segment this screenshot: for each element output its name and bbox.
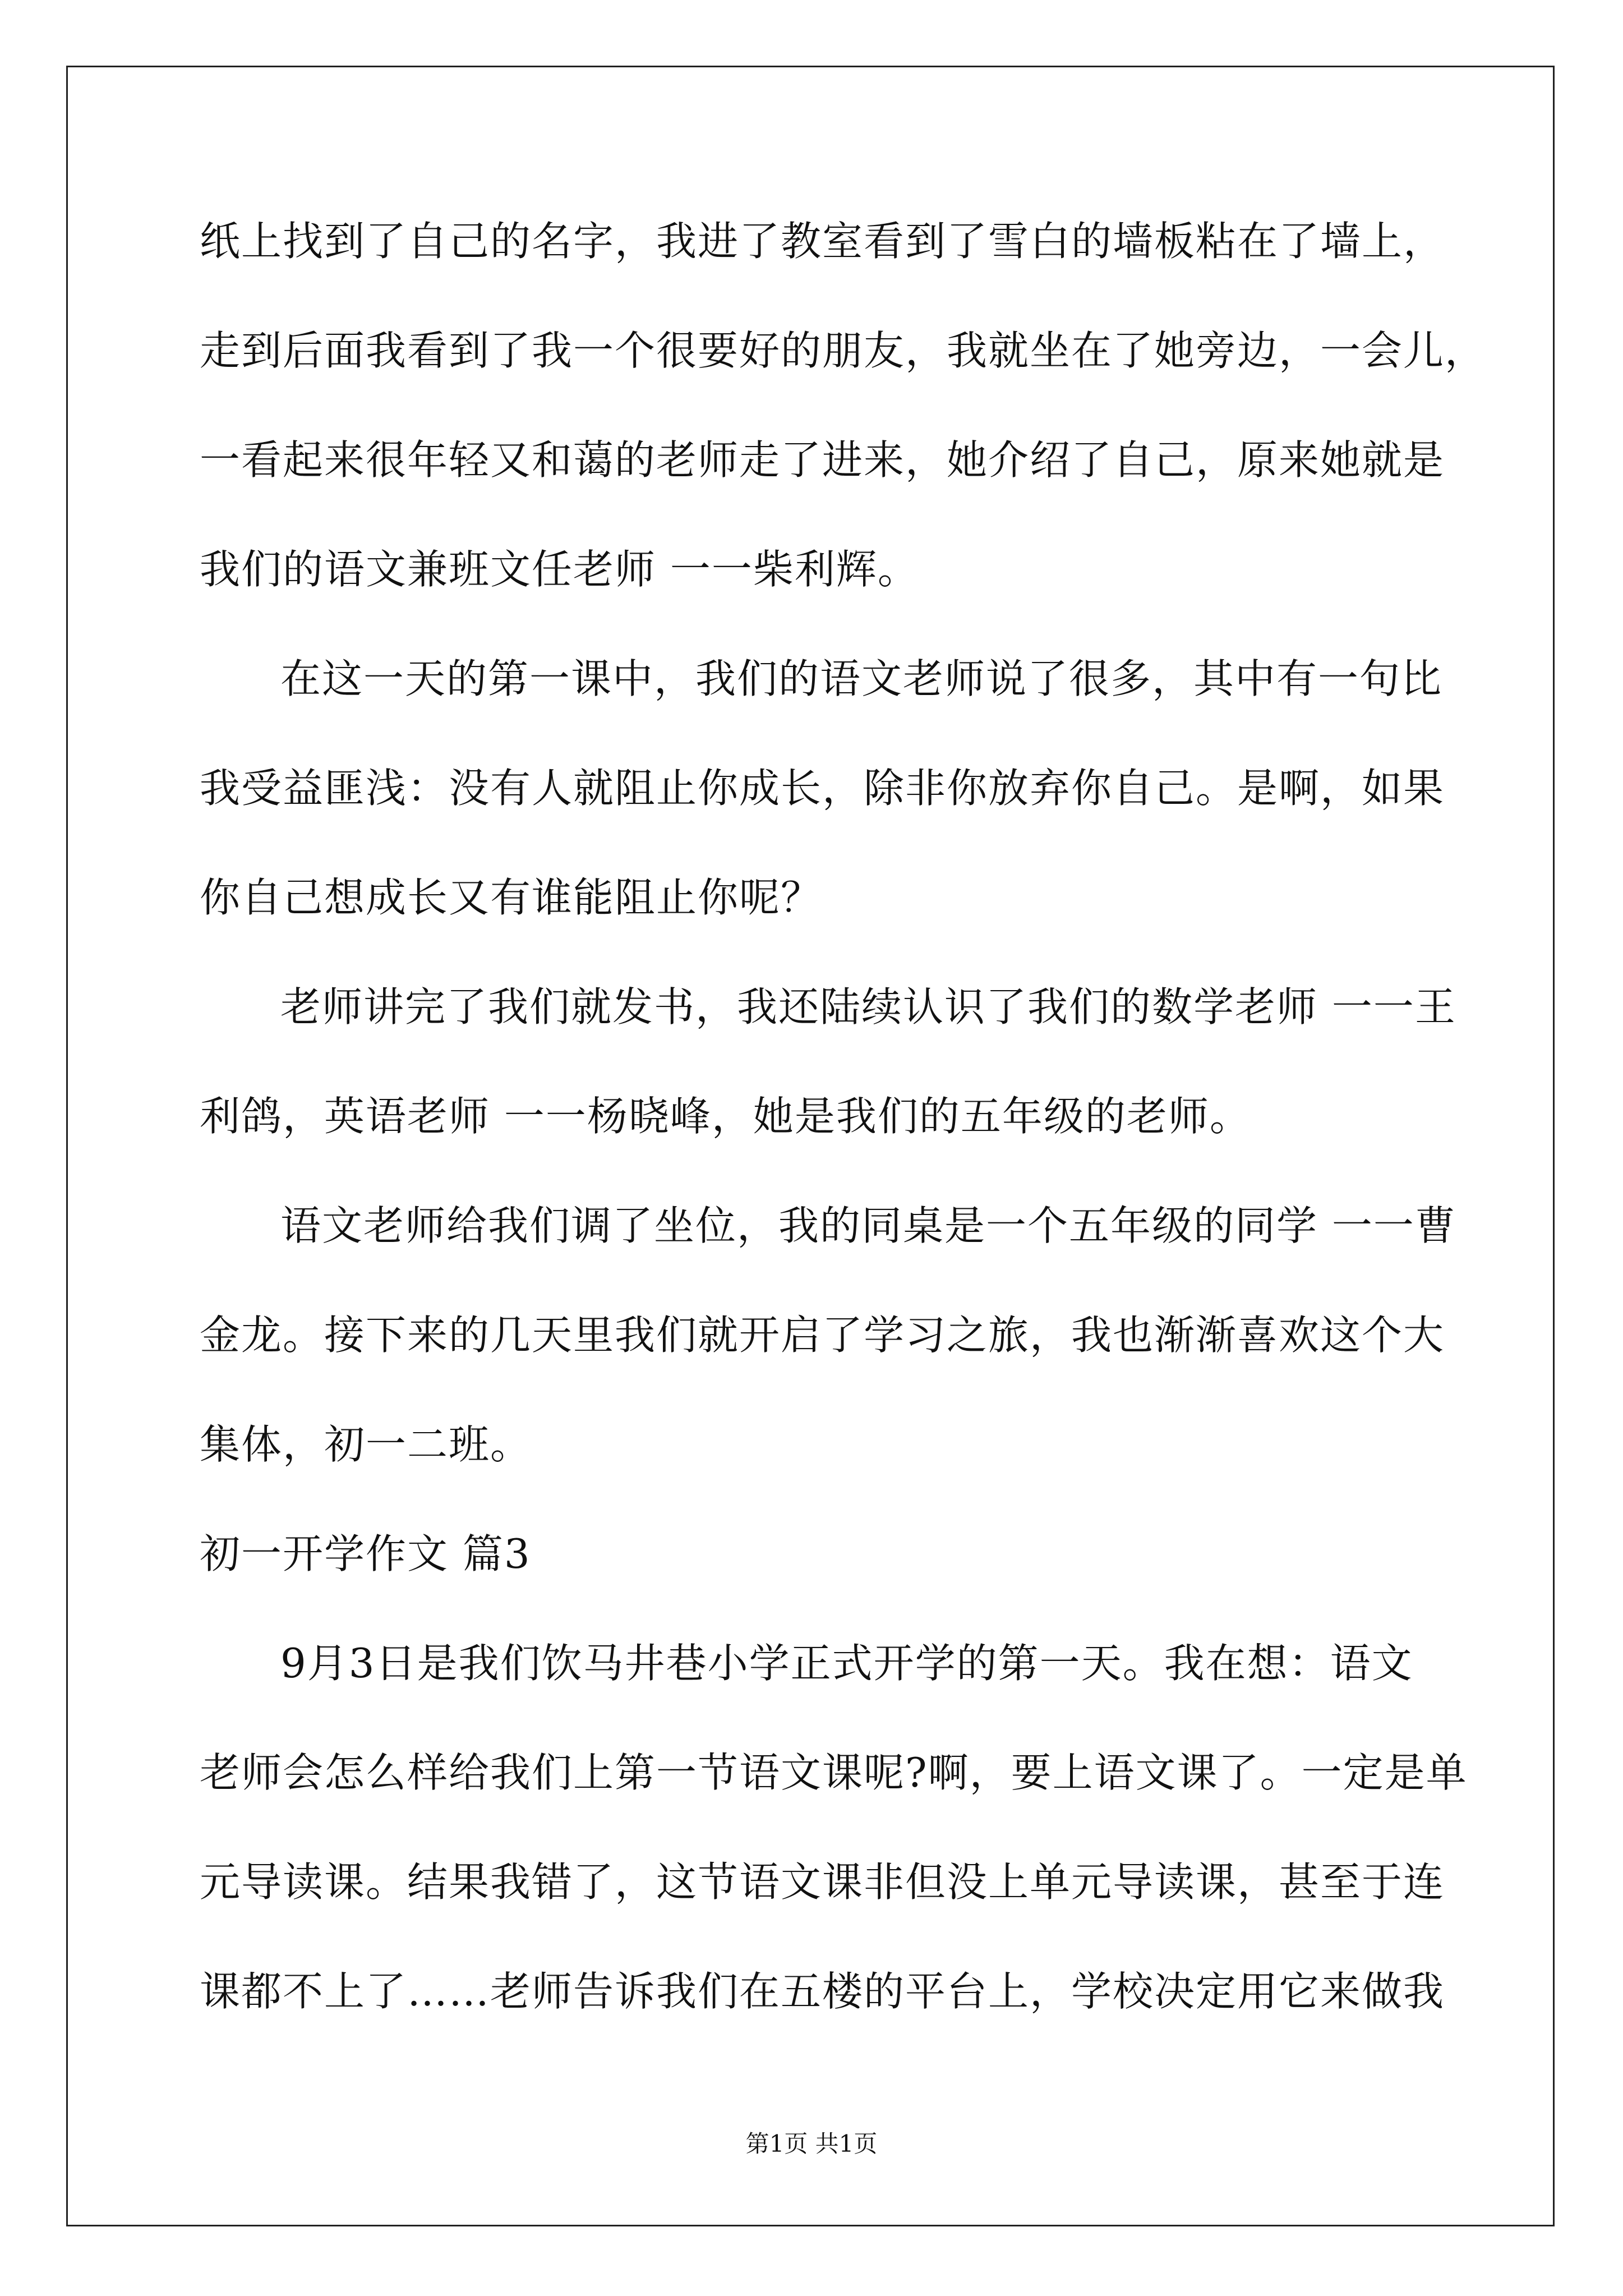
text-line: 一看起来很年轻又和蔼的老师走了进来，她介绍了自己，原来她就是 [200, 436, 1445, 484]
text-line: 走到后面我看到了我一个很要好的朋友，我就坐在了她旁边，一会儿， [200, 327, 1487, 374]
text-line: 利鸽，英语老师 一一杨晓峰，她是我们的五年级的老师。 [200, 1093, 1251, 1140]
section-heading: 初一开学作文 篇3 [200, 1530, 531, 1577]
page-footer: 第1页 共1页 [745, 2130, 878, 2157]
text-line: 元导读课。结果我错了，这节语文课非但没上单元导读课，甚至于连 [200, 1858, 1445, 1906]
paragraph-first-line: 老师讲完了我们就发书，我还陆续认识了我们的数学老师 一一王 [280, 983, 1456, 1030]
text-line: 金龙。接下来的几天里我们就开启了学习之旅，我也渐渐喜欢这个大 [200, 1312, 1445, 1359]
paragraph-first-line: 在这一天的第一课中，我们的语文老师说了很多，其中有一句比 [280, 655, 1443, 702]
paragraph-first-line: 语文老师给我们调了坐位，我的同桌是一个五年级的同学 一一曹 [280, 1202, 1456, 1249]
text-line: 老师会怎么样给我们上第一节语文课呢?啊，要上语文课了。一定是单 [200, 1749, 1468, 1796]
paragraph-first-line: 9月3日是我们饮马井巷小学正式开学的第一天。我在想：语文 [280, 1640, 1413, 1687]
text-line: 纸上找到了自己的名字，我进了教室看到了雪白的墙板粘在了墙上， [200, 218, 1445, 265]
text-line: 课都不上了……老师告诉我们在五楼的平台上，学校决定用它来做我 [200, 1968, 1445, 2015]
text-line: 集体，初一二班。 [200, 1421, 532, 1468]
text-line: 我受益匪浅：没有人就阻止你成长，除非你放弃你自己。是啊，如果 [200, 765, 1445, 812]
text-line: 我们的语文兼班文任老师 一一柴利辉。 [200, 546, 919, 593]
text-line: 你自己想成长又有谁能阻止你呢？ [200, 874, 823, 921]
